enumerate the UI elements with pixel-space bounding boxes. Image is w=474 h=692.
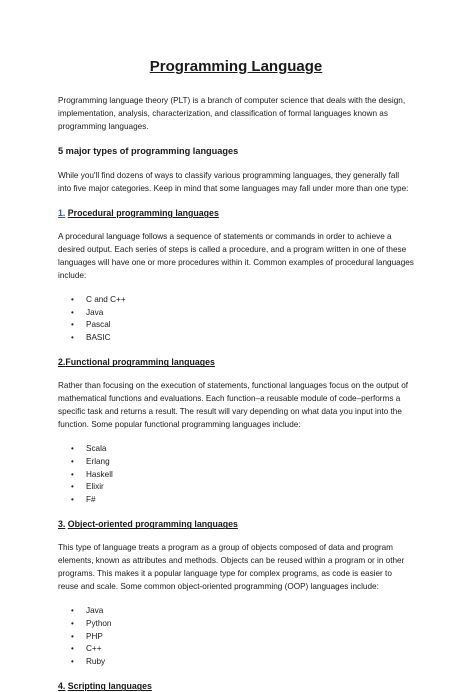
list-item-text: BASIC [86,332,111,342]
list-item-text: C++ [86,644,102,654]
list-item-text: Erlang [86,456,110,466]
list-item [58,656,414,669]
list-item-text: Haskell [86,469,113,479]
section-1-heading [58,207,414,219]
bullet-icon: • [71,631,74,641]
list-item [58,456,414,469]
section-number: 4. [58,681,66,692]
section-2-heading [58,356,414,368]
section-2-list [58,443,414,506]
bullet-icon: • [71,618,74,628]
bullet-icon: • [71,494,74,504]
bullet-icon: • [71,656,74,666]
section-3-heading [58,518,414,530]
bullet-icon: • [71,320,74,330]
bullet-icon: • [71,644,74,654]
section-title: Functional programming languages [65,357,215,368]
list-item-text: Scala [86,444,107,454]
intro-paragraph: Programming language theory (PLT) is a branch of computer science that deals with the design, implementation, analysis, characterization, and classification of formal languages known as programming languages. [58,96,406,131]
list-item [58,618,414,631]
list-item [58,643,414,656]
list-item [58,494,414,507]
list-item [58,443,414,456]
section-title: Procedural programming languages [67,208,219,218]
section-3-list [58,605,414,668]
section-number: 3. [58,519,66,530]
section-3-body: This type of language treats a program as a group of objects composed of data and program elements, known as attributes and methods. Objects can be reused within a program or in other programs. This makes it a popular language type for complex programs, as code is easier to reuse and scale. Some common object-oriented programming (OOP) languages include: [58,543,405,592]
bullet-icon: • [71,606,74,616]
list-item [58,631,414,644]
bullet-icon: • [71,469,74,479]
types-intro-paragraph: While you'll find dozens of ways to classify various programming languages, they generally fall into five major categories. Keep in mind that some languages may fall under more than one type: [58,171,409,193]
list-item-text: Java [86,606,104,616]
section-title: Scripting languages [67,681,152,692]
list-item-text: Elixir [86,482,104,492]
list-item-text: C and C++ [86,295,126,304]
list-item [58,605,414,618]
types-heading: 5 major types of programming languages [58,146,239,156]
page-title: Programming Language [149,58,323,75]
bullet-icon: • [71,295,74,304]
list-item-text: Pascal [86,320,111,330]
list-item [58,332,414,345]
section-number: 1. [58,208,66,218]
list-item [58,481,414,494]
list-item [58,294,414,307]
list-item [58,469,414,482]
bullet-icon: • [71,332,74,342]
list-item-text: Ruby [86,656,106,666]
bullet-icon: • [71,307,74,317]
section-4-heading [58,680,414,692]
section-title: Object-oriented programming languages [67,519,238,530]
list-item-text: Python [86,618,112,628]
section-1-list [58,294,414,344]
list-item-text: PHP [86,631,103,641]
list-item-text: Java [86,307,104,317]
list-item [58,319,414,332]
list-item [58,307,414,320]
bullet-icon: • [71,456,74,466]
bullet-icon: • [71,444,74,454]
section-number: 2. [58,357,66,368]
list-item-text: F# [86,494,96,504]
bullet-icon: • [71,482,74,492]
section-1-body: A procedural language follows a sequence of statements or commands in order to achieve a desired output. Each series of steps is called a procedure, and a program written in one of these languages will have one or more procedures within it. Common examples of procedural languages include: [58,232,414,280]
section-2-body: Rather than focusing on the execution of statements, functional languages focus on the output of mathematical functions and evaluations. Each function–a reusable module of code–performs a specific task and returns a result. The result will vary depending on what data you input into the function. Some popular functional programming languages include: [58,381,409,430]
